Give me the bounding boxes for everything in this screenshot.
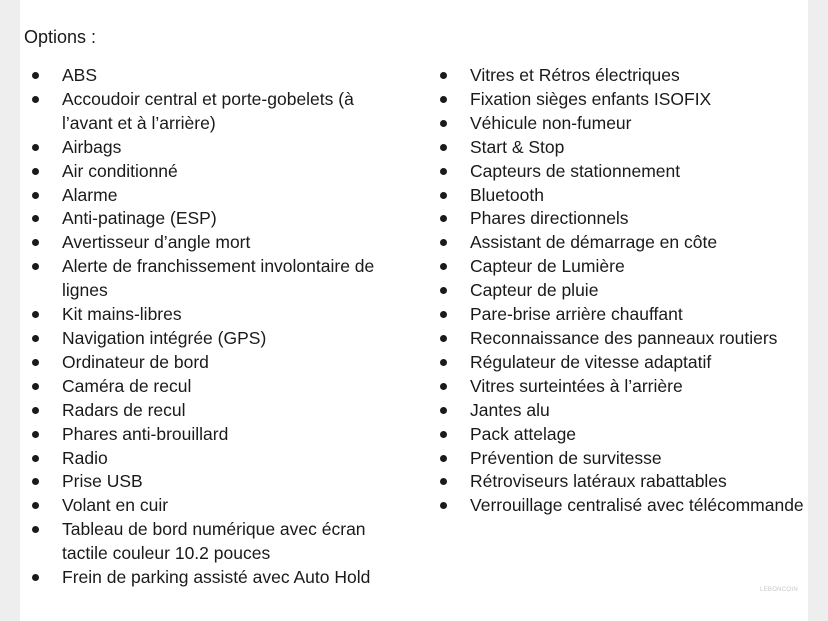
bullet-icon [32, 168, 39, 175]
list-item [20, 399, 407, 423]
bullet-icon [32, 526, 39, 533]
list-item-label: Radio [62, 447, 108, 468]
list-item [428, 470, 808, 494]
bullet-icon [32, 574, 39, 581]
list-item-label: Pack attelage [470, 423, 577, 444]
list-item-label: Alerte de franchissement involontaire de lignes [62, 256, 375, 301]
list-item [20, 518, 407, 566]
list-item [20, 136, 407, 160]
list-item [20, 327, 407, 351]
bullet-icon [32, 96, 39, 103]
list-item-label: Kit mains-libres [62, 304, 182, 325]
list-item-label: Alarme [62, 184, 118, 205]
list-item-label: Prévention de survitesse [470, 447, 662, 468]
list-item-label: Bluetooth [470, 184, 544, 205]
list-item-label: Vitres surteintées à l’arrière [470, 375, 683, 396]
bullet-icon [32, 144, 39, 151]
list-item-label: Capteurs de stationnement [470, 160, 681, 181]
bullet-icon [440, 431, 447, 438]
bullet-icon [440, 263, 447, 270]
options-list-right [428, 64, 808, 518]
list-item-label: Verrouillage centralisé avec télécommande [470, 495, 804, 516]
bullet-icon [32, 192, 39, 199]
bullet-icon [440, 311, 447, 318]
list-item-label: Ordinateur de bord [62, 351, 209, 372]
list-item-label: Véhicule non-fumeur [470, 112, 632, 133]
list-item-label: Phares directionnels [470, 208, 629, 229]
list-item [20, 470, 407, 494]
options-document [20, 0, 808, 621]
list-item [20, 184, 407, 208]
list-item-label: ABS [62, 65, 98, 85]
bullet-icon [440, 478, 447, 485]
list-item-label: Capteur de pluie [470, 280, 599, 301]
bullet-icon [32, 407, 39, 414]
list-item [20, 423, 407, 447]
bullet-icon [32, 215, 39, 222]
bullet-icon [32, 359, 39, 366]
bullet-icon [32, 383, 39, 390]
bullet-icon [32, 311, 39, 318]
options-title: Options : [24, 27, 97, 47]
options-list-left [20, 64, 420, 590]
bullet-icon [440, 239, 447, 246]
bullet-icon [32, 335, 39, 342]
list-item [428, 64, 808, 88]
list-item-label: Assistant de démarrage en côte [470, 232, 718, 253]
bullet-icon [440, 168, 447, 175]
list-item [428, 423, 808, 447]
list-item [428, 112, 808, 136]
list-item [428, 231, 808, 255]
watermark: LEBONCOIN [759, 587, 798, 593]
list-item [20, 351, 407, 375]
list-item [428, 303, 808, 327]
list-item [428, 207, 808, 231]
list-item-label: Tableau de bord numérique avec écran tactile couleur 10.2 pouces [62, 519, 366, 564]
bullet-icon [440, 455, 447, 462]
list-item [20, 494, 407, 518]
list-item-label: Phares anti-brouillard [62, 423, 229, 444]
bullet-icon [440, 144, 447, 151]
list-item [428, 160, 808, 184]
list-item-label: Airbags [62, 136, 122, 157]
list-item [428, 184, 808, 208]
list-item [20, 160, 407, 184]
list-item [20, 88, 407, 136]
list-item [20, 375, 407, 399]
list-item-label: Vitres et Rétros électriques [470, 65, 680, 85]
bullet-icon [440, 359, 447, 366]
list-item [428, 351, 808, 375]
list-item-label: Frein de parking assisté avec Auto Hold [62, 567, 371, 588]
bullet-icon [32, 455, 39, 462]
list-item-label: Navigation intégrée (GPS) [62, 327, 267, 348]
bullet-icon [32, 431, 39, 438]
list-item-label: Volant en cuir [62, 495, 169, 516]
list-item-label: Reconnaissance des panneaux routiers [470, 327, 778, 348]
bullet-icon [440, 192, 447, 199]
list-item-label: Fixation sièges enfants ISOFIX [470, 88, 712, 109]
list-item-label: Caméra de recul [62, 375, 192, 396]
list-item-label: Accoudoir central et porte-gobelets (à l’avant et à l’arrière) [62, 88, 354, 133]
list-item [20, 231, 407, 255]
bullet-icon [440, 407, 447, 414]
list-item [20, 447, 407, 471]
bullet-icon [440, 287, 447, 294]
list-item [428, 255, 808, 279]
list-item-label: Jantes alu [470, 399, 550, 420]
bullet-icon [32, 72, 39, 79]
bullet-icon [440, 502, 447, 509]
list-item-label: Avertisseur d’angle mort [62, 232, 251, 253]
list-item-label: Pare-brise arrière chauffant [470, 304, 683, 325]
bullet-icon [440, 383, 447, 390]
list-item [20, 566, 407, 590]
bullet-icon [440, 335, 447, 342]
bullet-icon [440, 72, 447, 79]
list-item [428, 88, 808, 112]
bullet-icon [440, 120, 447, 127]
list-item [20, 255, 407, 303]
bullet-icon [32, 502, 39, 509]
list-item-label: Rétroviseurs latéraux rabattables [470, 471, 727, 492]
bullet-icon [32, 239, 39, 246]
list-item [428, 136, 808, 160]
bullet-icon [32, 478, 39, 485]
list-item [428, 447, 808, 471]
list-item-label: Prise USB [62, 471, 143, 492]
list-item [428, 327, 808, 351]
bullet-icon [440, 215, 447, 222]
bullet-icon [440, 96, 447, 103]
list-item [428, 279, 808, 303]
list-item [20, 303, 407, 327]
list-item-label: Régulateur de vitesse adaptatif [470, 351, 712, 372]
list-item [428, 494, 808, 518]
list-item-label: Anti-patinage (ESP) [62, 208, 217, 229]
list-item-label: Radars de recul [62, 399, 186, 420]
bullet-icon [32, 263, 39, 270]
list-item-label: Start & Stop [470, 136, 565, 157]
list-item [428, 375, 808, 399]
list-item [20, 64, 407, 88]
list-item [20, 207, 407, 231]
list-item-label: Air conditionné [62, 160, 178, 181]
list-item-label: Capteur de Lumière [470, 256, 625, 277]
list-item [428, 399, 808, 423]
